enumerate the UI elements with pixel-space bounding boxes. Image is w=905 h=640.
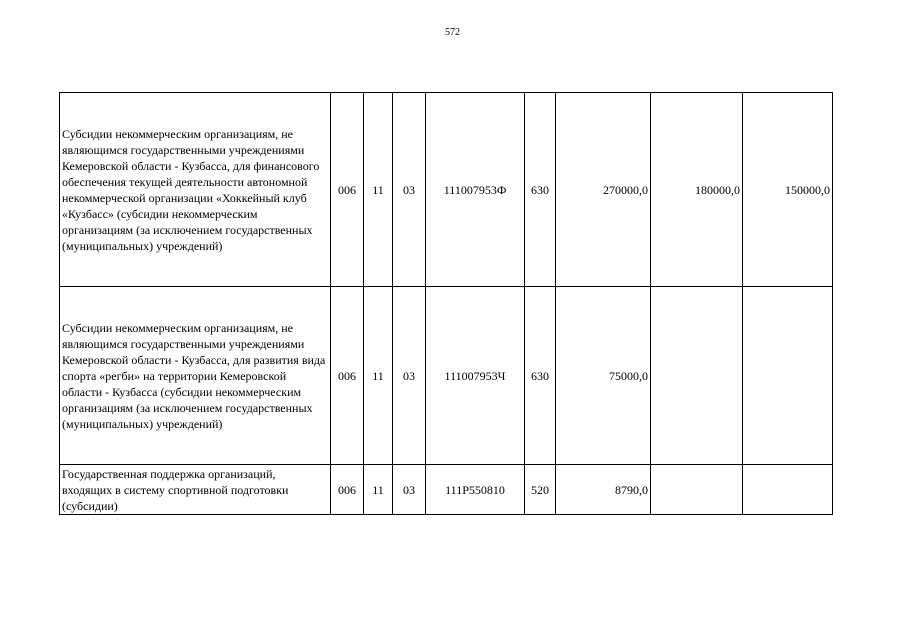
ministry-code: 006	[331, 465, 364, 515]
amount-year-1: 75000,0	[556, 287, 651, 465]
table-row	[60, 287, 833, 465]
amount-year-2	[651, 465, 743, 515]
section-code: 11	[364, 93, 393, 287]
amount-year-3	[743, 287, 833, 465]
section-code: 11	[364, 287, 393, 465]
row-description: Субсидии некоммерческим организациям, не являющимся государственными учреждениями Кемеровской области - Кузбасса, для финансового обеспечения текущей деятельности автономной некоммерческой организации «Хоккейный клуб «Кузбасс» (субсидии некоммерческим организациям (за исключением государственных (муниципальных) учреждений)	[60, 93, 331, 287]
subsection-code: 03	[393, 93, 426, 287]
expense-type-code: 630	[525, 93, 556, 287]
ministry-code: 006	[331, 287, 364, 465]
page-number: 572	[445, 27, 460, 38]
subsection-code: 03	[393, 287, 426, 465]
subsection-code: 03	[393, 465, 426, 515]
target-article-code: 111007953Ф	[426, 93, 525, 287]
amount-year-1: 270000,0	[556, 93, 651, 287]
expense-type-code: 520	[525, 465, 556, 515]
amount-year-2: 180000,0	[651, 93, 743, 287]
amount-year-1: 8790,0	[556, 465, 651, 515]
target-article-code: 111P550810	[426, 465, 525, 515]
row-description: Государственная поддержка организаций, входящих в систему спортивной подготовки (субсидии)	[60, 465, 331, 515]
table-row	[60, 93, 833, 287]
section-code: 11	[364, 465, 393, 515]
row-description: Субсидии некоммерческим организациям, не являющимся государственными учреждениями Кемеровской области - Кузбасса, для развития вида спорта «регби» на территории Кемеровской области - Кузбасса (субсидии некоммерческим организациям (за исключением государственных (муниципальных) учреждений)	[60, 287, 331, 465]
amount-year-3	[743, 465, 833, 515]
amount-year-2	[651, 287, 743, 465]
target-article-code: 111007953Ч	[426, 287, 525, 465]
budget-table	[59, 92, 833, 515]
ministry-code: 006	[331, 93, 364, 287]
table-row	[60, 465, 833, 515]
amount-year-3: 150000,0	[743, 93, 833, 287]
expense-type-code: 630	[525, 287, 556, 465]
